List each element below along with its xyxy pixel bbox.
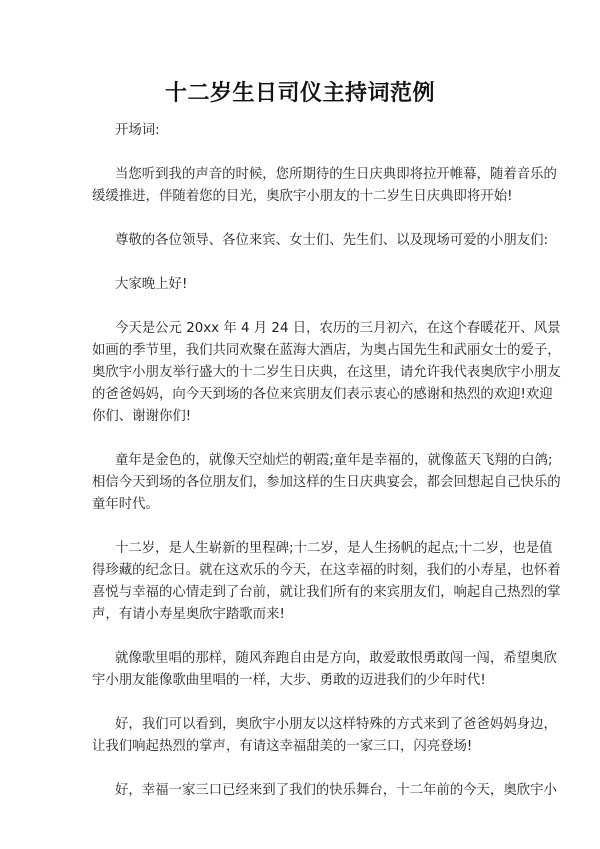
document-body (92, 120, 561, 824)
text-line: 当您听到我的声音的时候，您所期待的生日庆典即将拉开帷幕，随着音乐的 (115, 167, 557, 182)
text-line: 喜悦与幸福的心情走到了台前，就让我们所有的来宾朋友们，响起自己热烈的掌 (92, 585, 561, 600)
text-line: 得珍藏的纪念日。就在这欢乐的今天，在这幸福的时刻，我们的小寿星，也怀着 (92, 563, 561, 578)
text-line: 宇小朋友能像歌曲里唱的一样，大步、勇敢的迈进我们的少年时代! (92, 673, 486, 688)
paragraph-childhood (92, 450, 561, 516)
paragraph-date-welcome (92, 318, 561, 428)
text-line: 就像歌里唱的那样，随风奔跑自由是方向，敢爱敢恨勇敢闯一闯，希望奥欣 (115, 651, 557, 666)
text-line: 大家晚上好! (115, 277, 188, 292)
paragraph-intro (92, 164, 557, 208)
paragraph-family-entrance (92, 714, 557, 758)
text-line: 今天是公元 20xx 年 4 月 24 日，农历的三月初六，在这个春暖花开、风景 (115, 321, 561, 336)
text-line: 十二岁，是人生崭新的里程碑;十二岁，是人生扬帆的起点;十二岁，也是值 (115, 541, 553, 556)
paragraph-opening-label (92, 120, 522, 142)
text-line: 你们、谢谢你们! (92, 409, 192, 424)
paragraph-family-on-stage (92, 780, 557, 802)
paragraph-song (92, 648, 557, 692)
paragraph-good-evening (92, 274, 522, 296)
text-line: 如画的季节里，我们共同欢聚在蓝海大酒店，为奥占国先生和武丽女士的爱子， (92, 343, 561, 358)
text-line: 奥欣宇小朋友举行盛大的十二岁生日庆典，在这里，请允许我代表奥欣宇小朋友 (92, 365, 561, 380)
text-line: 好，我们可以看到，奥欣宇小朋友以这样特殊的方式来到了爸爸妈妈身边， (115, 717, 557, 732)
text-line: 童年是金色的，就像天空灿烂的朝霞;童年是幸福的，就像蓝天飞翔的白鸽; (115, 453, 553, 468)
text-line: 声，有请小寿星奥欣宇踏歌而来! (92, 607, 285, 622)
text-line: 相信今天到场的各位朋友们，参加这样的生日庆典宴会，都会回想起自己快乐的 (92, 475, 561, 490)
text-line: 让我们响起热烈的掌声，有请这幸福甜美的一家三口，闪亮登场! (92, 739, 473, 754)
text-line: 开场词: (115, 123, 160, 138)
document-title: 十二岁生日司仪主持词范例 (164, 81, 435, 106)
paragraph-twelve-years (92, 538, 561, 626)
text-line: 的爸爸妈妈，向今天到场的各位来宾朋友们表示衷心的感谢和热烈的欢迎!欢迎 (92, 387, 553, 402)
text-line: 尊敬的各位领导、各位来宾、女士们、先生们、以及现场可爱的小朋友们: (115, 233, 549, 248)
text-line: 童年时代。 (92, 497, 159, 512)
paragraph-greeting-guests (92, 230, 549, 252)
text-line: 缓缓推进，伴随着您的目光，奥欣宇小朋友的十二岁生日庆典即将开始! (92, 189, 513, 204)
text-line: 好，幸福一家三口已经来到了我们的快乐舞台，十二年前的今天，奥欣宇小 (115, 783, 557, 798)
